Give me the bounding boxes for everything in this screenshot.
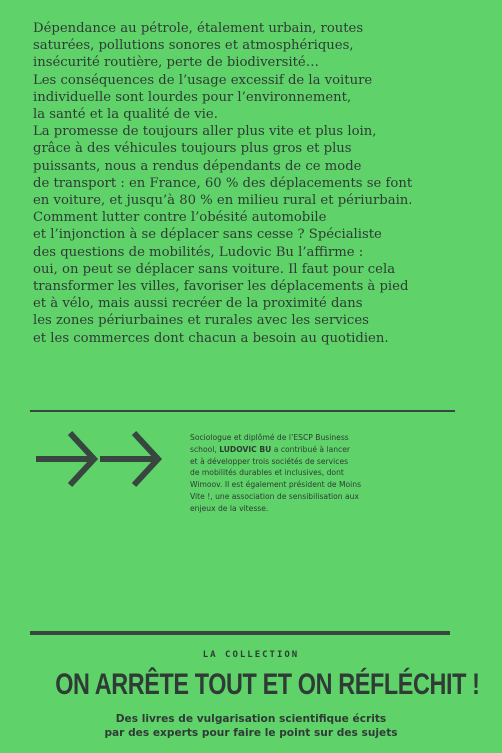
- blurb-line: les zones périurbaines et rurales avec les services: [33, 313, 369, 329]
- bio-line: de mobilités durables et inclusives, dont: [190, 468, 344, 478]
- blurb-line: grâce à des véhicules toujours plus gros et plus: [33, 141, 352, 157]
- collection-divider: [30, 631, 450, 635]
- blurb-line: en voiture, et jusqu’à 80 % en milieu rural et périurbain.: [33, 193, 413, 209]
- blurb-text: [33, 20, 473, 347]
- blurb-line: la santé et la qualité de vie.: [33, 107, 218, 123]
- bio-line: enjeux de la vitesse.: [190, 503, 269, 513]
- blurb-line: Les conséquences de l’usage excessif de la voiture: [33, 72, 373, 88]
- collection-kicker: LA COLLECTION: [202, 650, 300, 660]
- collection-desc-line: Des livres de vulgarisation scientifique écrits: [115, 713, 387, 725]
- bio-text: school,: [190, 444, 220, 454]
- blurb-line: Dépendance au pétrole, étalement urbain, routes: [33, 21, 364, 36]
- bio-line: et à développer trois sociétés de services: [190, 456, 349, 466]
- author-bio: [190, 432, 390, 515]
- blurb-line: et les commerces dont chacun a besoin au quotidien.: [33, 330, 389, 346]
- bio-line: Vite !, une association de sensibilisation aux: [190, 491, 359, 501]
- collection-description: [0, 712, 502, 740]
- double-arrow-icon: [34, 428, 164, 490]
- blurb-line: des questions de mobilités, Ludovic Bu l’affirme :: [33, 244, 364, 260]
- author-name: LUDOVIC BU: [219, 444, 272, 454]
- blurb-line: transformer les villes, favoriser les déplacements à pied: [33, 279, 409, 295]
- collection-title: ON ARRÊTE TOUT ET ON RÉFLÉCHIT !: [55, 668, 480, 701]
- bio-text: a contribué à lancer: [271, 444, 351, 454]
- bio-line: Wimoov. Il est également président de Moins: [190, 480, 362, 490]
- divider-line: [30, 410, 455, 412]
- blurb-line: La promesse de toujours aller plus vite et plus loin,: [33, 124, 377, 140]
- blurb-line: insécurité routière, perte de biodiversité…: [33, 55, 319, 71]
- blurb-line: individuelle sont lourdes pour l’environnement,: [33, 89, 352, 105]
- bio-line: [190, 444, 390, 456]
- blurb-line: de transport : en France, 60 % des déplacements se font: [33, 175, 413, 191]
- bio-line: Sociologue et diplômé de l’ESCP Business: [190, 433, 349, 442]
- blurb-line: puissants, nous a rendus dépendants de ce mode: [33, 158, 362, 174]
- blurb-line: et à vélo, mais aussi recréer de la proximité dans: [33, 296, 363, 312]
- blurb-line: saturées, pollutions sonores et atmosphériques,: [33, 38, 354, 54]
- collection-desc-line: par des experts pour faire le point sur des sujets: [104, 727, 398, 739]
- blurb-line: et l’injonction à se déplacer sans cesse ? Spécialiste: [33, 227, 382, 243]
- blurb-line: oui, on peut se déplacer sans voiture. Il faut pour cela: [33, 261, 396, 277]
- blurb-line: Comment lutter contre l’obésité automobile: [33, 210, 327, 226]
